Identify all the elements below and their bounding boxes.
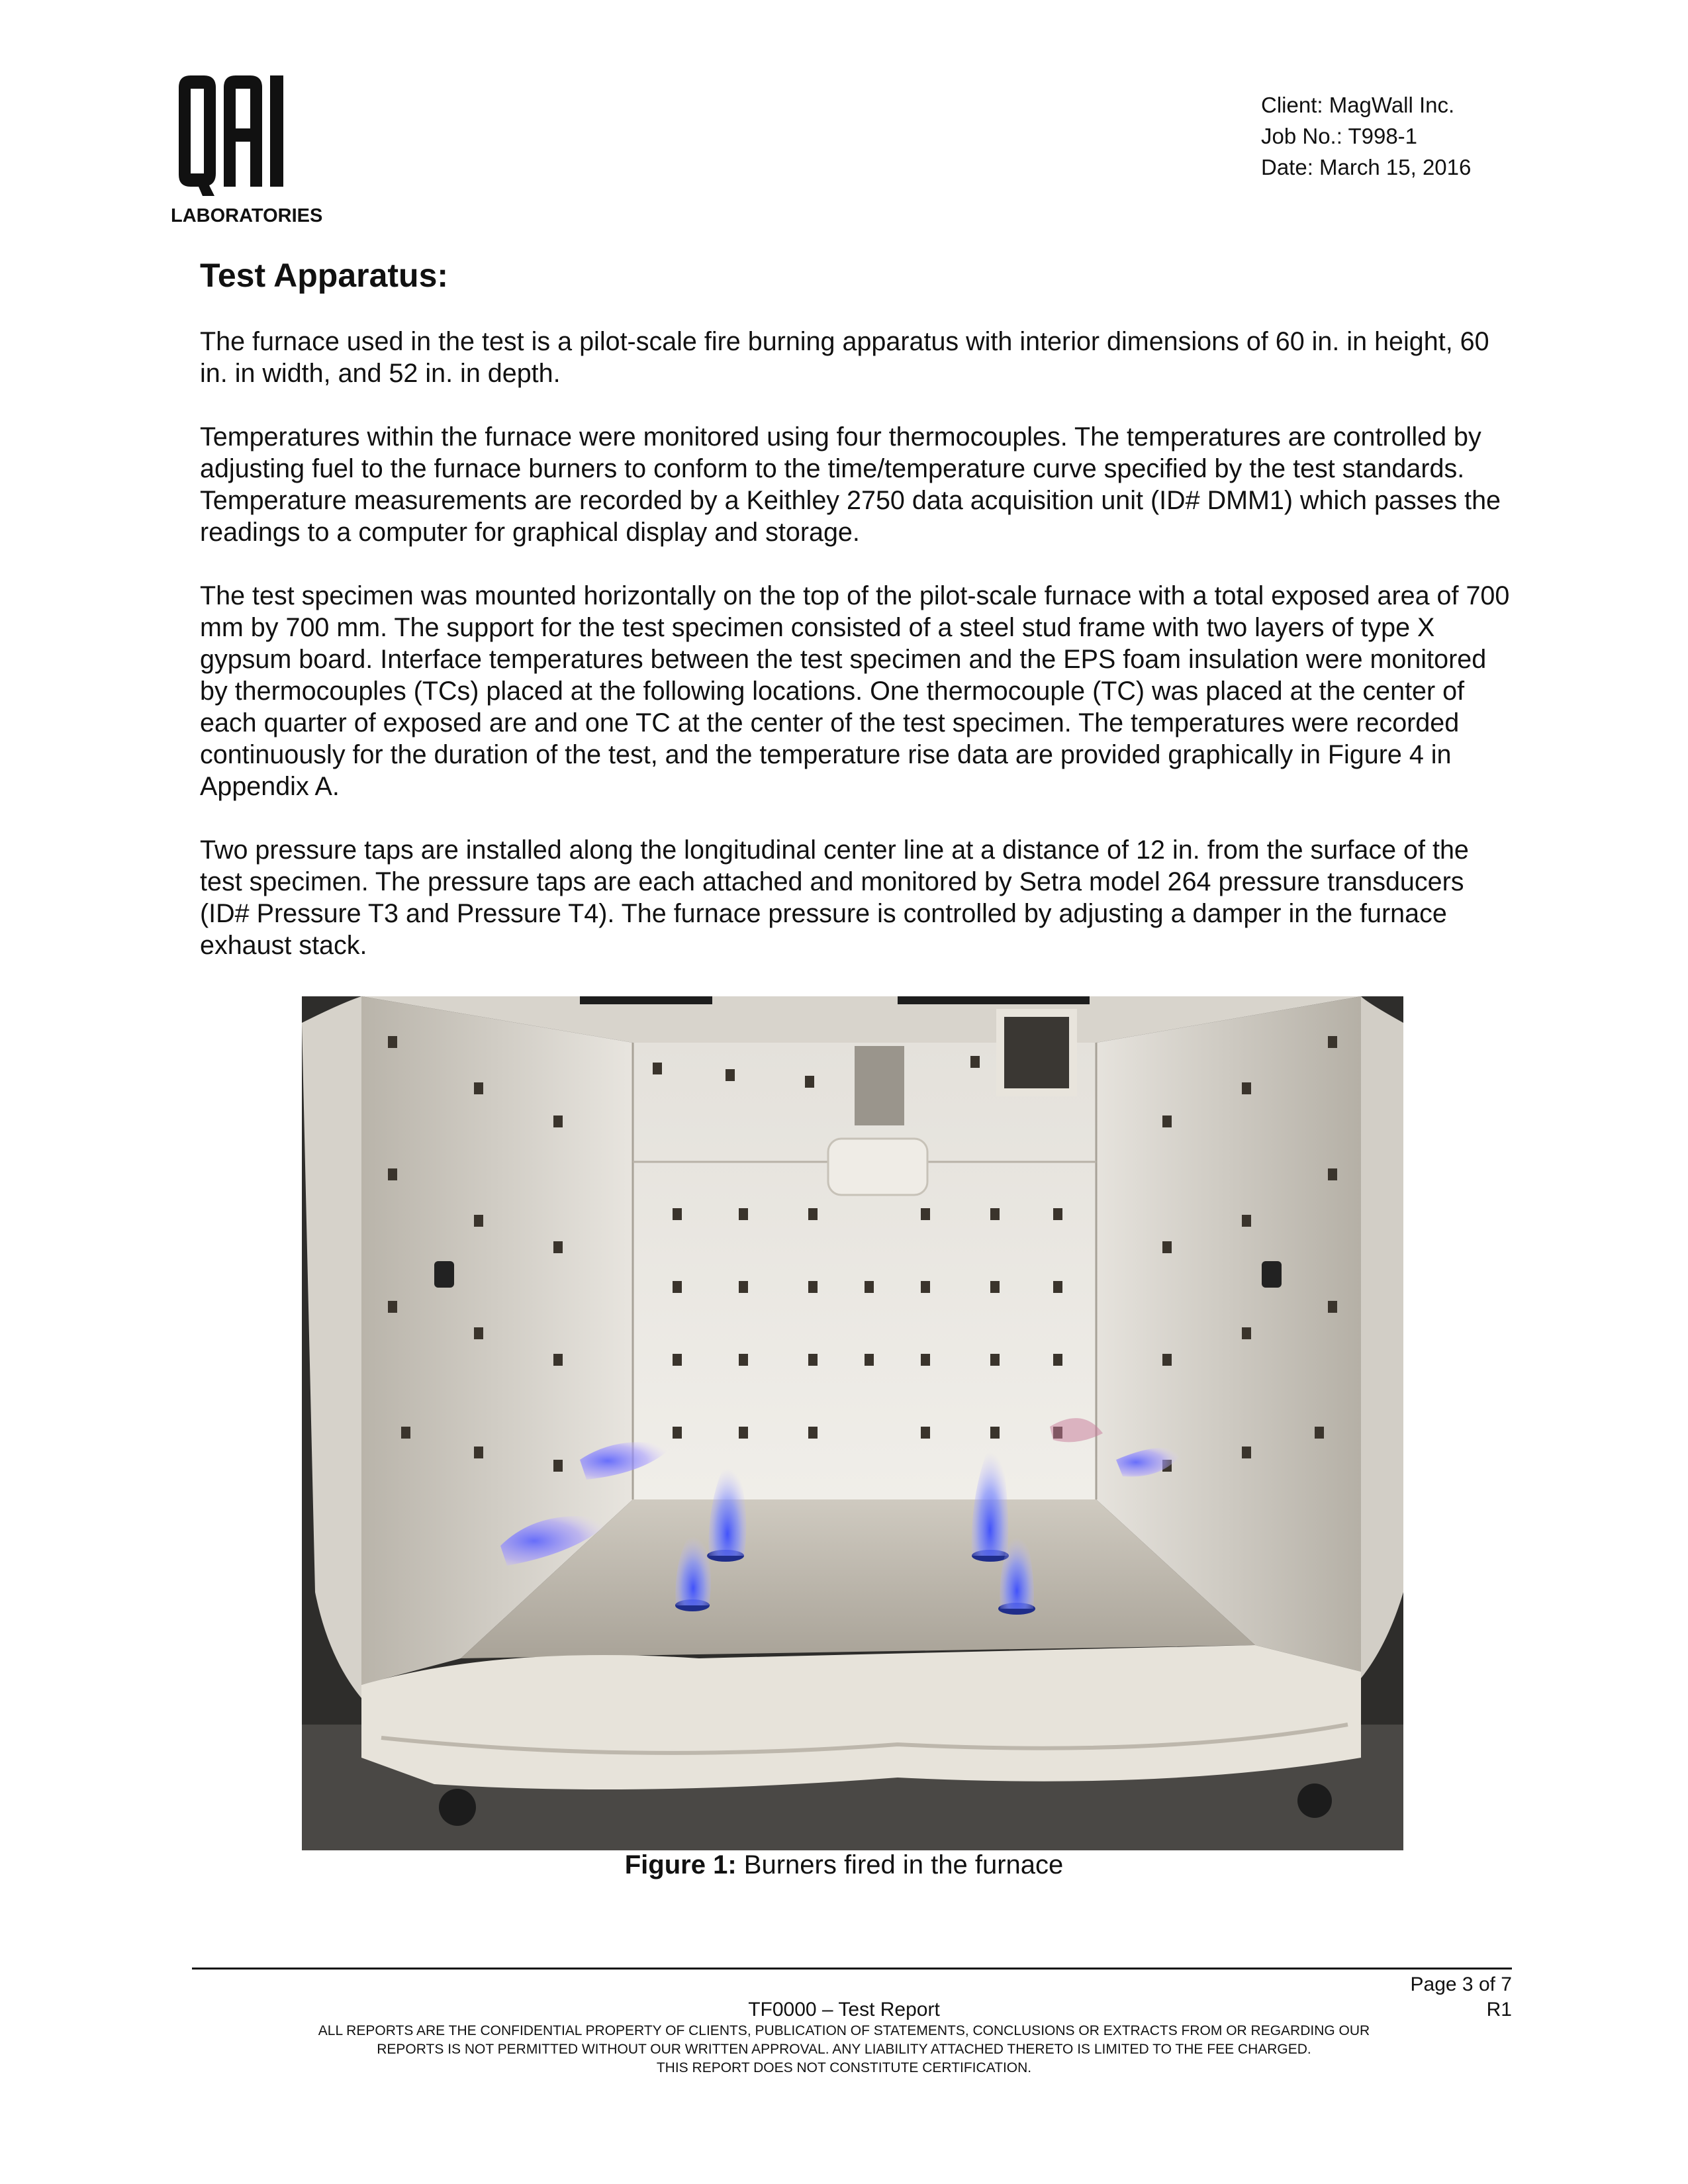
report-id: TF0000 – Test Report (748, 1999, 940, 2020)
figure-caption (0, 1848, 1688, 1881)
report-line (0, 1997, 1688, 2023)
body-text (200, 326, 1517, 993)
disclaimer-line-1: ALL REPORTS ARE THE CONFIDENTIAL PROPERTY OF CLIENTS, PUBLICATION OF STATEMENTS, CONCLUSIONS OR EXTRACTS FROM OR REGARDING OUR (318, 2023, 1370, 2038)
page-number: Page 3 of 7 (1410, 1973, 1512, 1995)
paragraph-pressure-taps: Two pressure taps are installed along the longitudinal center line at a distance of 12 in. from the surface of the test specimen. The pressure taps are each attached and monitored by Setra model 264 pressure transducers (ID# Pressure T3 and Pressure T4). The furnace pressure is controlled by adjusting a damper in the furnace exhaust stack. (200, 835, 1469, 960)
paragraph-specimen-mounting: The test specimen was mounted horizontally on the top of the pilot-scale furnace with a total exposed area of 700 mm by 700 mm. The support for the test specimen consisted of a steel stud frame with two layers of type X gypsum board. Interface temperatures between the test specimen and the EPS foam insulation were monitored by thermocouples (TCs) placed at the following locations. One thermocouple (TC) was placed at the center of each quarter of exposed are and one TC at the center of the test specimen. The temperatures were recorded continuously for the duration of the test, and the temperature rise data are provided graphically in Figure 4 in Appendix A. (200, 581, 1510, 801)
revision: R1 (1486, 1999, 1512, 2020)
client-name: Client: MagWall Inc. (1261, 93, 1455, 117)
paragraph-furnace-dimensions: The furnace used in the test is a pilot-scale fire burning apparatus with interior dimensions of 60 in. in height, 60 in. in width, and 52 in. in depth. (200, 327, 1489, 388)
company-logo (171, 73, 323, 236)
furnace-illustration (302, 996, 1403, 1850)
logo-subtitle: LABORATORIES (171, 205, 323, 226)
furnace-photo (302, 996, 1403, 1850)
footer-divider (192, 1968, 1512, 1970)
job-number: Job No.: T998-1 (1261, 124, 1418, 148)
figure-label: Figure 1: (624, 1850, 737, 1879)
section-title: Test Apparatus: (200, 257, 449, 294)
figure-caption-text: Burners fired in the furnace (736, 1850, 1064, 1879)
report-date: Date: March 15, 2016 (1261, 155, 1472, 179)
disclaimer (199, 2022, 1489, 2077)
qai-logo-mark (176, 73, 308, 199)
paragraph-temperature-monitoring: Temperatures within the furnace were monitored using four thermocouples. The temperatures are controlled by adjusting fuel to the furnace burners to conform to the time/temperature curve specified by the test standards. Temperature measurements are recorded by a Keithley 2750 data acquisition unit (ID# DMM1) which passes the readings to a computer for graphical display and storage. (200, 422, 1501, 547)
disclaimer-line-3: THIS REPORT DOES NOT CONSTITUTE CERTIFICATION. (656, 2060, 1032, 2075)
client-info (1261, 89, 1471, 183)
disclaimer-line-2: REPORTS IS NOT PERMITTED WITHOUT OUR WRITTEN APPROVAL. ANY LIABILITY ATTACHED THERETO IS LIMITED TO THE FEE CHARGED. (377, 2042, 1311, 2057)
